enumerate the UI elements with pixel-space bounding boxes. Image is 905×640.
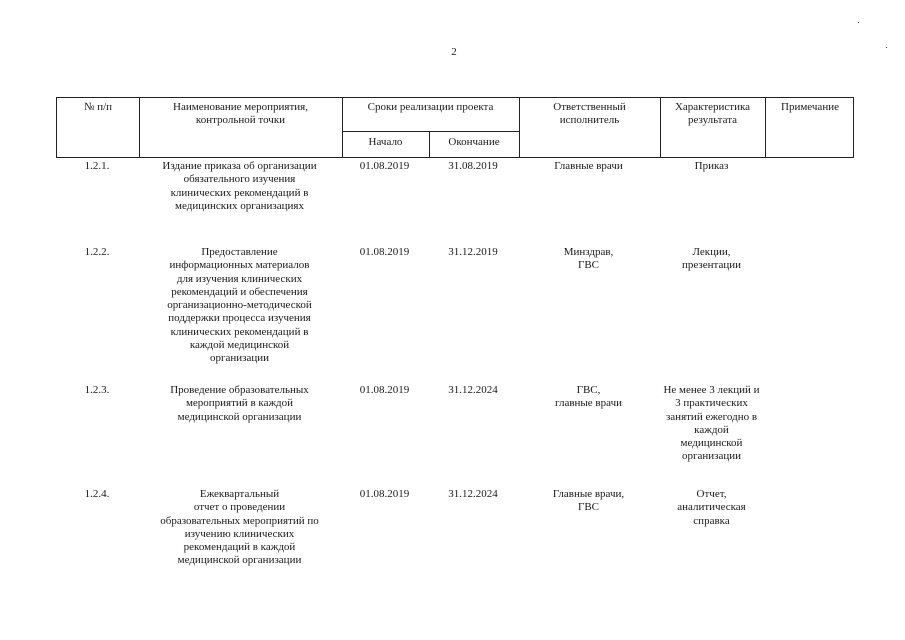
row-num: 1.2.1. [84, 160, 110, 172]
row-result: Приказ [694, 160, 729, 172]
row-end: 31.12.2024 [448, 384, 498, 396]
row-name: Предоставление информационных материалов для изучения клинических рекомендаций и обеспечения организационно-методической поддержки процесса изучения клинических рекомендаций в каждой медицинской организации [167, 246, 312, 365]
row-responsible: ГВС, главные врачи [555, 384, 622, 410]
row-responsible: Главные врачи, ГВС [552, 488, 625, 514]
row-end: 31.12.2024 [448, 488, 498, 500]
row-num: 1.2.4. [84, 488, 110, 500]
row-name: Проведение образовательных мероприятий в каждой медицинской организации [170, 384, 309, 423]
row-start: 01.08.2019 [359, 384, 410, 396]
row-responsible: Главные врачи [554, 160, 623, 172]
row-result: Не менее 3 лекций и 3 практических занятий ежегодно в каждой медицинской организации [663, 384, 760, 463]
row-end: 31.12.2019 [448, 246, 498, 258]
row-name: Издание приказа об организации обязательного изучения клинических рекомендаций в медицинских организациях [162, 160, 317, 212]
page-number: 2 [451, 46, 457, 58]
scan-speck [858, 22, 859, 23]
row-num: 1.2.3. [84, 384, 110, 396]
row-result: Лекции, презентации [681, 246, 741, 272]
row-start: 01.08.2019 [359, 488, 410, 500]
header-note: Примечание [781, 101, 839, 113]
row-start: 01.08.2019 [359, 246, 410, 258]
scan-speck [886, 47, 887, 48]
header-start: Начало [368, 136, 403, 148]
header-end: Окончание [448, 136, 500, 148]
table-header [56, 97, 854, 158]
row-responsible: Минздрав, ГВС [563, 246, 614, 272]
row-end: 31.08.2019 [448, 160, 498, 172]
header-period: Сроки реализации проекта [367, 101, 494, 113]
header-name: Наименование мероприятия, контрольной точки [173, 101, 308, 126]
header-responsible: Ответственный исполнитель [553, 101, 626, 126]
row-start: 01.08.2019 [359, 160, 410, 172]
row-num: 1.2.2. [84, 246, 110, 258]
header-num: № п/п [83, 101, 113, 113]
row-result: Отчет, аналитическая справка [677, 488, 746, 527]
header-result: Характеристика результата [674, 101, 751, 126]
row-name: Ежеквартальный отчет о проведении образовательных мероприятий по изучению клинических рекомендаций в каждой медицинской организации [160, 488, 319, 567]
